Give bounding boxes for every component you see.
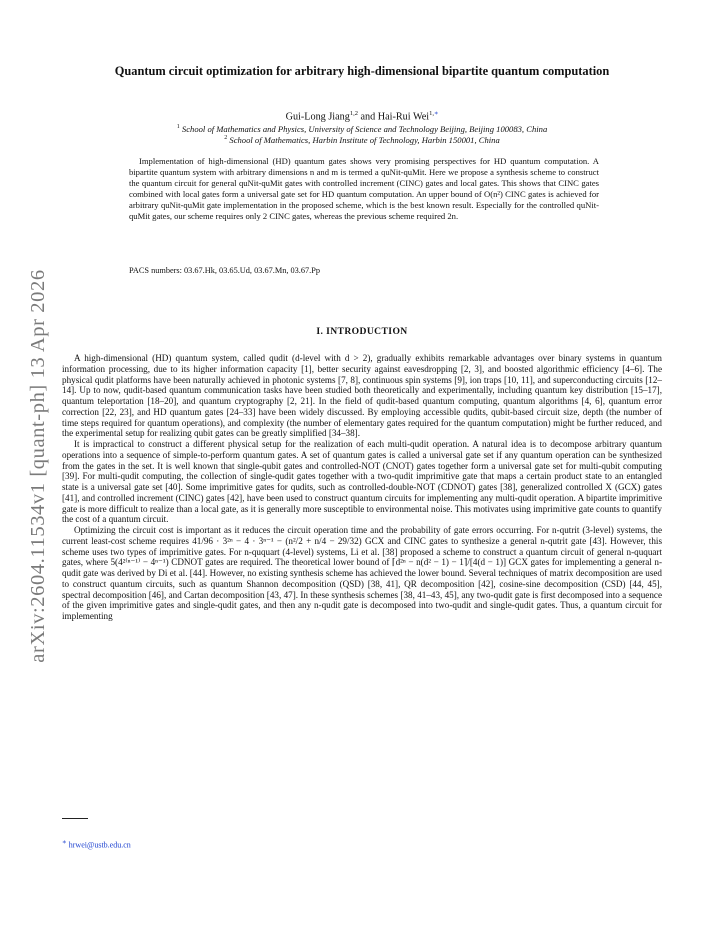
- author-name: Hai-Rui Wei: [377, 111, 430, 123]
- paragraph: Optimizing the circuit cost is important as it reduces the circuit operation time and the probability of gate errors occurring. For n-qutrit (3-level) systems, the current least-cost scheme requires 41/96 · 3²ⁿ − 4 · 3ⁿ⁻¹ − (n²/2 + n/4 − 29/32) GCX and CINC gates to synthesize a general n-qutrit gate [43]. However, this scheme uses two types of imprimitive gates. For n-ququart (4-level) systems, Li et al. [38] proposed a scheme to construct a quantum circuit of general n-ququart gates, where 5(4²⁽ⁿ⁻¹⁾ − 4ⁿ⁻¹) CDNOT gates are required. The theoretical lower bound of ⌈d²ⁿ − n(d² − 1) − 1⌉/[4(d − 1)] GCX gates for implementing a general n-qudit gate was derived by Di et al. [44]. However, no existing synthesis scheme has achieved the lower bound. Several techniques of matrix decomposition are used to construct quantum circuits, such as quantum Shannon decomposition (QSD) [38, 41], QR decomposition [42], cosine-sine decomposition (CSD) [44, 45], spectral decomposition [46], and Cartan decomposition [43, 47]. In these synthesis schemes [38, 41–43, 45], any two-qudit gate is first decomposed into a sequence of the given imprimitive gates and single-qudit gates, and then any n-qudit gate is decomposed into two-qudit and single-qudit gates. Thus, a quantum circuit for implementing: [62, 525, 662, 621]
- author-name: Gui-Long Jiang: [285, 111, 350, 123]
- paragraph: It is impractical to construct a different physical setup for the realization of each multi-qudit operation. A natural idea is to decompose arbitrary quantum operations into a sequence of simple-to-perform quantum gates. A set of quantum gates is called a universal gate set if any quantum operation can be synthesized from the gates in the set. It is well known that single-qubit gates and controlled-NOT (CNOT) gates together form a universal gate set for multi-qubit computing [39]. For multi-qudit computing, the collection of single-qudit gates together with a two-qudit imprimitive gate that maps a certain product state to an entangled state is a universal gate set [40]. Some imprimitive gates for qudits, such as controlled-double-NOT (CDNOT) gates [38], generalized controlled X (GCX) gates [41], and controlled increment (CINC) gates [42], have been used to construct quantum circuits for implementing any multi-qudit operation. A bipartite imprimitive gate is more difficult to realize than a local gate, as it is generally more susceptible to environmental noise. This motivates using imprimitive gate counts to quantify the cost of a quantum circuit.: [62, 439, 662, 525]
- affiliation-text: School of Mathematics, Harbin Institute of Technology, Harbin 150001, China: [229, 134, 500, 145]
- footnote-rule: [62, 818, 88, 819]
- affiliation-mark: 2: [224, 135, 228, 141]
- author-affiliation-mark: 1,∗: [429, 110, 439, 117]
- author-line: [62, 109, 662, 122]
- footnote: [62, 838, 131, 850]
- footnote-mark: ∗: [62, 838, 67, 846]
- author-affiliation-mark: 1,2: [349, 110, 358, 117]
- email-link[interactable]: hrwei@ustb.edu.cn: [68, 840, 131, 850]
- corresponding-author-link[interactable]: ∗: [433, 110, 439, 117]
- abstract: Implementation of high-dimensional (HD) quantum gates shows very promising perspectives for HD quantum computation. A bipartite quantum system with arbitrary dimensions n and m is termed a quNit-quMit. Here we propose a synthesis scheme to construct the quantum circuit for general quNit-quMit gates with controlled increment (CINC) gates and local gates. This shows that CINC gates combined with local gates form a universal gate set for HD quantum computation. An upper bound of O(n²) CINC gates is achieved for arbitrary quNit-quMit gate implementation in the proposed scheme, which is the best known result. Especially for the controlled quNit-quMit gates, our scheme requires only 2 CINC gates, whereas the previous scheme required 2n.: [129, 156, 599, 222]
- affiliation-text: School of Mathematics and Physics, University of Science and Technology Beijing, Beijing 100083, China: [181, 123, 548, 134]
- body-text: [62, 353, 662, 622]
- section-heading: I. INTRODUCTION: [316, 326, 408, 337]
- pacs-numbers: PACS numbers: 03.67.Hk, 03.65.Ud, 03.67.Mn, 03.67.Pp: [129, 266, 321, 275]
- author-conjunction: and: [360, 111, 376, 123]
- paragraph: A high-dimensional (HD) quantum system, called qudit (d-level with d > 2), gradually exhibits remarkable advantages over binary systems in quantum information processing, due to its higher information capacity [1], better security against eavesdropping [2, 3], and boosted algorithmic efficiency [4–6]. The physical qudit platforms have been naturally achieved in photonic systems [7, 8], continuous spin systems [9], ion traps [10, 11], and superconducting circuits [12–14]. Up to now, qudit-based quantum communication tasks have been studied both theoretically and experimentally, including quantum key distribution [15–17], quantum teleportation [18–20], and quantum cryptography [2, 21]. In the field of qudit-based quantum computing, quantum algorithms [4, 6], quantum error correction [22, 23], and HD quantum gates [24–33] have been widely discussed. By employing accessible qudits, qubit-based circuit size, depth (the number of time steps required for quantum operations), and complexity (the number of elementary gates required for the quantum computation) might be further reduced, and the experimental setup for realizing qubit gates can be greatly simplified [34–38].: [62, 353, 662, 439]
- affiliation-mark: 1: [176, 124, 180, 130]
- arxiv-identifier-stamp: arXiv:2604.11534v1 [quant-ph] 13 Apr 2026: [27, 269, 49, 663]
- affiliation-line: [62, 133, 662, 146]
- paper-title: Quantum circuit optimization for arbitrary high-dimensional bipartite quantum computation: [114, 64, 610, 78]
